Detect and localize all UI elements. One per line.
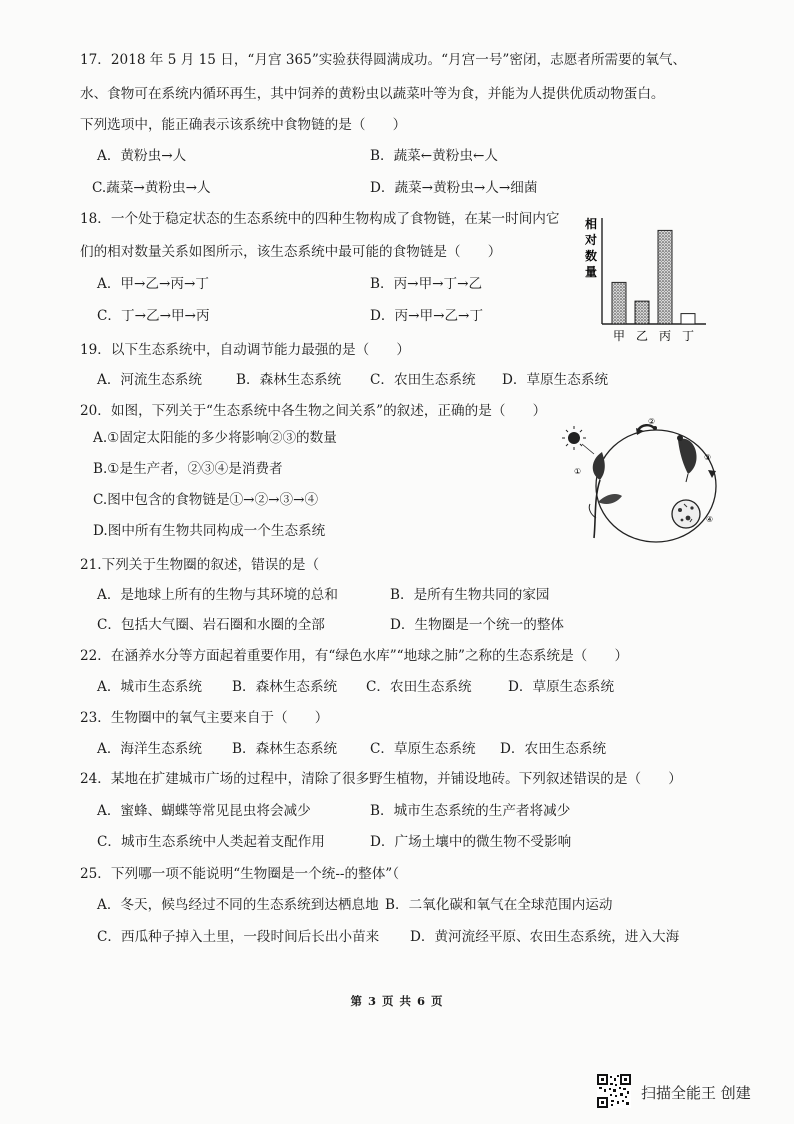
q23-option-a: A．海洋生态系统 bbox=[97, 741, 202, 757]
chart-ylabel-char: 量 bbox=[584, 265, 598, 279]
chart-bar-4 bbox=[681, 314, 695, 324]
sun-icon bbox=[562, 426, 586, 450]
q25-line1: 25．下列哪一项不能说明“生物圈是一个统--的整体”（ bbox=[80, 866, 400, 882]
q17-line3: 下列选项中，能正确表示该系统中食物链的是（ ） bbox=[80, 117, 407, 133]
q24-option-c: C．城市生态系统中人类起着支配作用 bbox=[97, 834, 325, 850]
ecosystem-diagram bbox=[560, 418, 720, 548]
chart-x-tick-label: 甲 bbox=[612, 329, 626, 343]
diagram-label-4: ④ bbox=[706, 515, 714, 524]
plant-icon bbox=[589, 452, 622, 538]
q18-line1: 18．一个处于稳定状态的生态系统中的四种生物构成了食物链，在某一时间内它 bbox=[80, 211, 560, 227]
chart-bar-1 bbox=[612, 282, 626, 324]
q21-option-c: C．包括大气圈、岩石圈和水圈的全部 bbox=[97, 617, 325, 633]
q23-option-b: B．森林生态系统 bbox=[232, 741, 338, 757]
q22-option-c: C．农田生态系统 bbox=[366, 679, 472, 695]
q19-option-c: C．农田生态系统 bbox=[370, 372, 476, 388]
q24-option-b: B．城市生态系统的生产者将减少 bbox=[370, 803, 571, 819]
q17-option-a: A．黄粉虫→人 bbox=[97, 148, 187, 164]
q17-option-d: D．蔬菜→黄粉虫→人→细菌 bbox=[370, 180, 538, 196]
q18-option-a: A．甲→乙→丙→丁 bbox=[97, 276, 209, 292]
microbe-icon bbox=[672, 500, 700, 528]
q25-option-a: A．冬天，候鸟经过不同的生态系统到达栖息地 bbox=[97, 897, 379, 913]
q17-line2: 水、食物可在系统内循环再生，其中饲养的黄粉虫以蔬菜叶等为食，并能为人提供优质动物蛋白。 bbox=[80, 86, 665, 102]
q17-option-b: B．蔬菜←黄粉虫←人 bbox=[370, 148, 498, 164]
sunlight-arrow bbox=[582, 444, 594, 454]
q20-option-d: D.图中所有生物共同构成一个生态系统 bbox=[93, 523, 326, 539]
q23-option-c: C．草原生态系统 bbox=[370, 741, 476, 757]
q18-option-d: D．丙→甲→乙→丁 bbox=[370, 308, 484, 324]
q18-line2: 们的相对数量关系如图所示，该生态系统中最可能的食物链是（ ） bbox=[80, 244, 502, 260]
q20-option-b: B.①是生产者，②③④是消费者 bbox=[93, 461, 283, 477]
chart-ylabel-char: 相 bbox=[584, 217, 598, 231]
q19-option-b: B．森林生态系统 bbox=[236, 372, 342, 388]
chart-ylabel-char: 对 bbox=[584, 233, 598, 247]
q21-option-b: B．是所有生物共同的家园 bbox=[390, 587, 550, 603]
q20-line1: 20．如图，下列关于“生态系统中各生物之间关系”的叙述，正确的是（ ） bbox=[80, 403, 547, 419]
chart-ylabel bbox=[584, 216, 597, 279]
cycle-arrow bbox=[596, 430, 716, 542]
q24-line1: 24．某地在扩建城市广场的过程中，清除了很多野生植物，并铺设地砖。下列叙述错误的是（ ） bbox=[80, 771, 682, 787]
q25-option-c: C．西瓜种子掉入土里，一段时间后长出小苗来 bbox=[97, 929, 380, 945]
chart-bar-3 bbox=[658, 230, 672, 324]
q19-option-d: D．草原生态系统 bbox=[502, 372, 609, 388]
chart-x-tick-label: 乙 bbox=[635, 329, 649, 343]
q17-option-c: C.蔬菜→黄粉虫→人 bbox=[92, 180, 211, 196]
chart-x-tick-label: 丁 bbox=[681, 329, 695, 343]
q18-option-b: B．丙→甲→丁→乙 bbox=[370, 276, 483, 292]
diagram-label-1: ① bbox=[574, 467, 582, 476]
diagram-label-2: ② bbox=[648, 418, 656, 426]
q18-option-c: C．丁→乙→甲→丙 bbox=[97, 308, 210, 324]
page-footer: 第 3 页 共 6 页 bbox=[350, 994, 444, 1008]
q24-option-a: A．蜜蜂、蝴蝶等常见昆虫将会减少 bbox=[97, 803, 311, 819]
q21-line1: 21.下列关于生物圈的叙述，错误的是（ bbox=[80, 557, 320, 573]
q23-option-d: D．农田生态系统 bbox=[500, 741, 607, 757]
q22-option-a: A．城市生态系统 bbox=[97, 679, 202, 695]
q21-option-d: D．生物圈是一个统一的整体 bbox=[390, 617, 565, 633]
q22-option-b: B．森林生态系统 bbox=[232, 679, 338, 695]
q22-line1: 22．在涵养水分等方面起着重要作用，有“绿色水库”“地球之肺”之称的生态系统是（ ） bbox=[80, 648, 629, 664]
q21-option-a: A．是地球上所有的生物与其环境的总和 bbox=[97, 587, 338, 603]
q25-option-b: B．二氧化碳和氧气在全球范围内运动 bbox=[385, 897, 613, 913]
q20-option-a: A.①固定太阳能的多少将影响②③的数量 bbox=[93, 430, 337, 446]
chart-x-tick-label: 丙 bbox=[658, 329, 672, 343]
q20-option-c: C.图中包含的食物链是①→②→③→④ bbox=[93, 492, 319, 508]
q22-option-d: D．草原生态系统 bbox=[508, 679, 615, 695]
q19-line1: 19．以下生态系统中，自动调节能力最强的是（ ） bbox=[80, 342, 410, 358]
q17-line1: 17．2018 年 5 月 15 日，“月宫 365”实验获得圆满成功。“月宫一号”密闭，志愿者所需要的氧气、 bbox=[80, 52, 687, 68]
scanner-watermark bbox=[597, 1074, 777, 1110]
q25-option-d: D．黄河流经平原、农田生态系统，进入大海 bbox=[410, 929, 680, 945]
chart-ylabel-char: 数 bbox=[584, 249, 598, 263]
q24-option-d: D．广场土壤中的微生物不受影响 bbox=[370, 834, 572, 850]
watermark-text: 扫描全能王 创建 bbox=[641, 1084, 751, 1102]
qr-code-icon bbox=[597, 1074, 631, 1108]
q23-line1: 23．生物圈中的氧气主要来自于（ ） bbox=[80, 710, 329, 726]
relative-quantity-chart bbox=[584, 214, 708, 344]
diagram-label-3: ③ bbox=[704, 453, 712, 462]
chart-bar-2 bbox=[635, 301, 649, 324]
q19-option-a: A．河流生态系统 bbox=[97, 372, 202, 388]
